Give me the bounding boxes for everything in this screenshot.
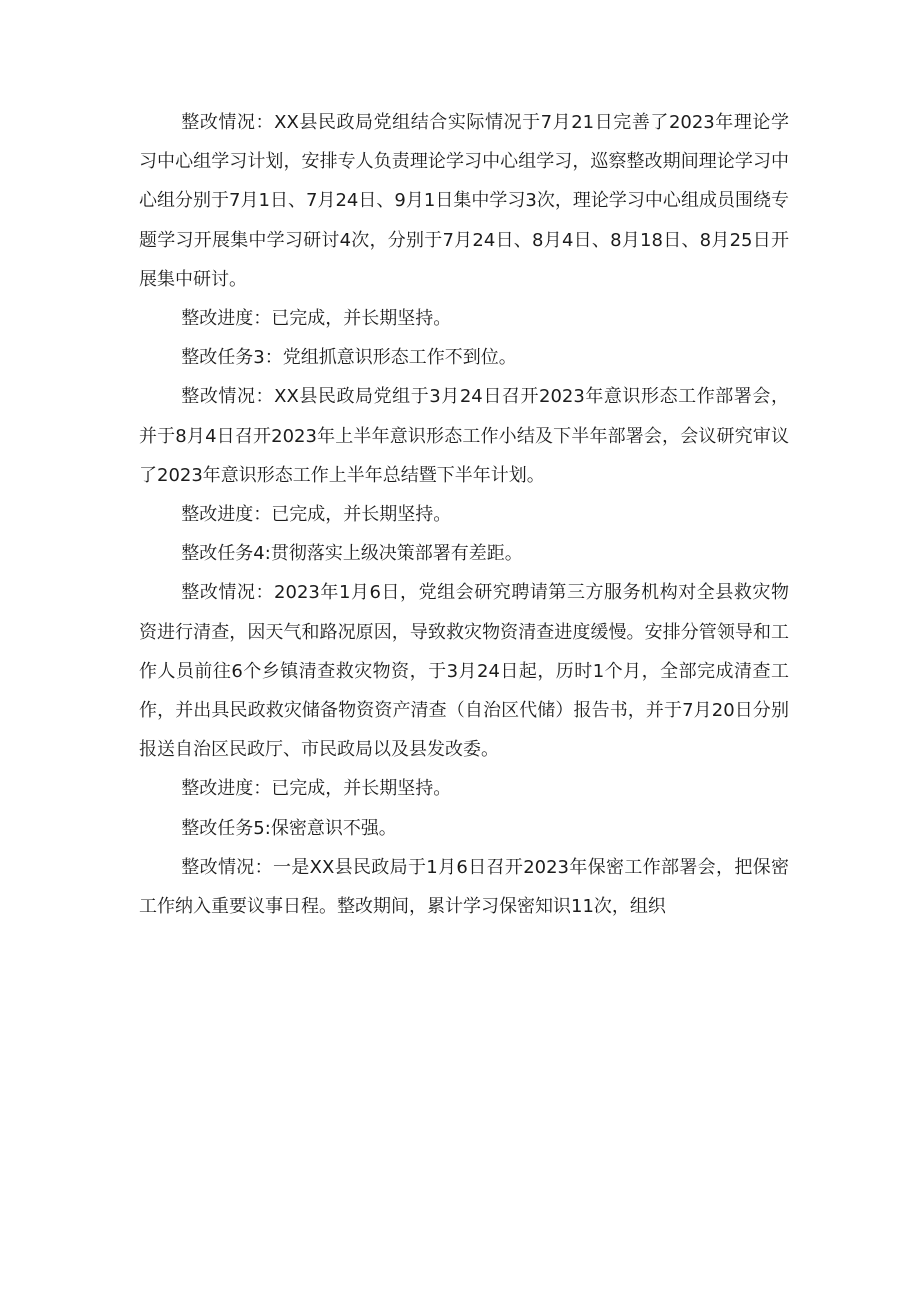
paragraph-task-5: 整改任务5:保密意识不强。 [181, 817, 397, 839]
paragraph-progress-1: 整改进度：已完成，并长期坚持。 [181, 308, 452, 330]
paragraph-disaster-relief: 整改情况：2023年1月6日，党组会研究聘请第三方服务机构对全县救灾物资进行清查，因天气和路况原因，导致救灾物资清查进度缓慢。安排分管领导和工作人员前往6个乡镇清查救灾物资，于3月24日起，历时1个月，全部完成清查工作，并出具民政救灾储备物资资产清查（自治区代储）报告书，并于7月20日分别报送自治区民政厅、市民政局以及县发改委。 [139, 582, 789, 761]
document-body [139, 103, 789, 926]
paragraph-progress-2: 整改进度：已完成，并长期坚持。 [181, 504, 452, 526]
paragraph-task-4: 整改任务4:贯彻落实上级决策部署有差距。 [181, 543, 523, 565]
paragraph-ideology-work: 整改情况：XX县民政局党组于3月24日召开2023年意识形态工作部署会，并于8月4日召开2023年上半年意识形态工作小结及下半年部署会，会议研究审议了2023年意识形态工作上半年总结暨下半年计划。 [139, 386, 789, 486]
paragraph-task-3: 整改任务3：党组抓意识形态工作不到位。 [181, 347, 517, 369]
paragraph-confidentiality: 整改情况：一是XX县民政局于1月6日召开2023年保密工作部署会，把保密工作纳入重要议事日程。整改期间，累计学习保密知识11次，组织 [139, 856, 789, 918]
paragraph-progress-3: 整改进度：已完成，并长期坚持。 [181, 778, 452, 800]
paragraph-study-plan: 整改情况：XX县民政局党组结合实际情况于7月21日完善了2023年理论学习中心组学习计划，安排专人负责理论学习中心组学习，巡察整改期间理论学习中心组分别于7月1日、7月24日、9月1日集中学习3次，理论学习中心组成员围绕专题学习开展集中学习研讨4次，分别于7月24日、8月4日、8月18日、8月25日开展集中研讨。 [139, 112, 789, 290]
